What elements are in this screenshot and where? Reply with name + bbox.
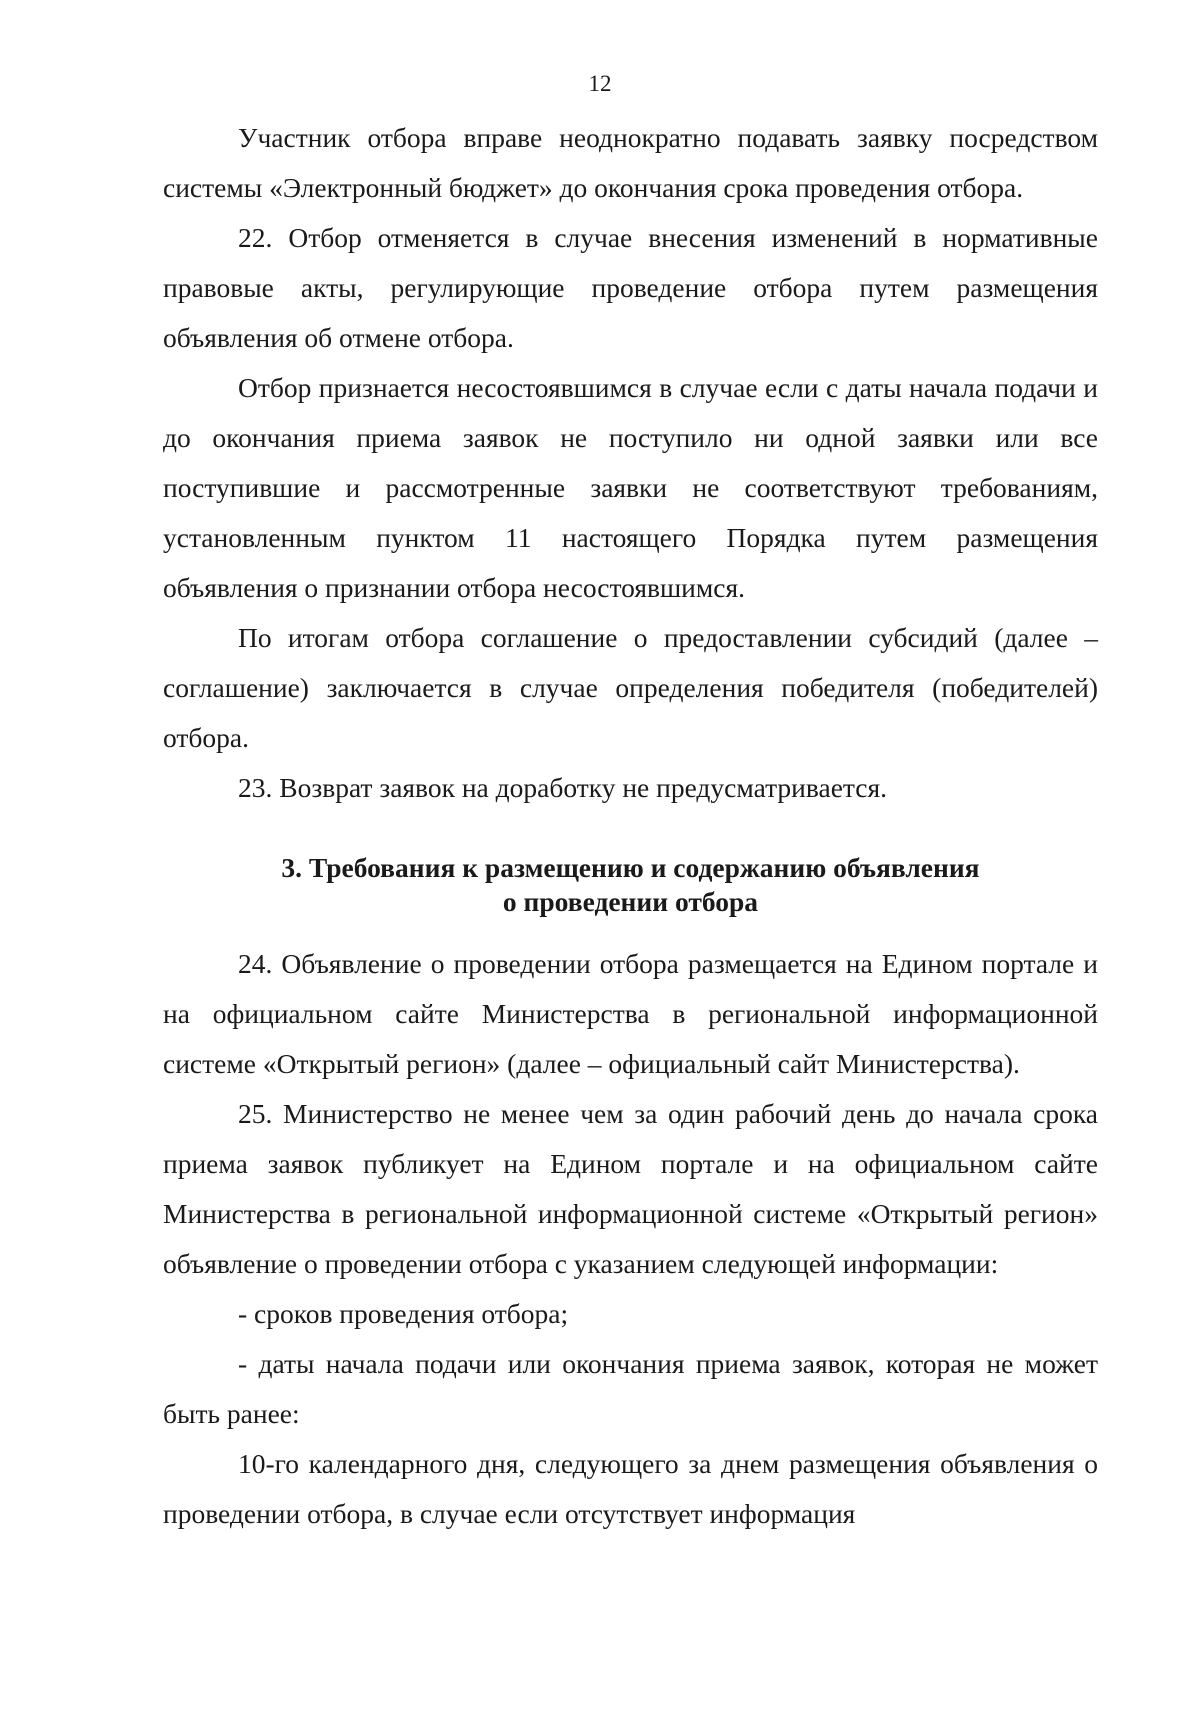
document-body [163,113,1098,1539]
list-item: - даты начала подачи или окончания приема заявок, которая не может быть ранее: [163,1348,1098,1429]
section-heading-line: 3. Требования к размещению и содержанию объявления [281,852,980,883]
paragraph: Отбор признается несостоявшимся в случае если с даты начала подачи и до окончания приема заявок не поступило ни одной заявки или все поступившие и рассмотренные заявки не соответствуют требованиям, установленным пунктом 11 настоящего Порядка путем размещения объявления о признании отбора несостоявшимся. [163,372,1098,603]
paragraph: 23. Возврат заявок на доработку не предусматривается. [238,772,888,803]
page-number: 12 [588,71,612,96]
section-heading [163,851,1098,919]
paragraph: 25. Министерство не менее чем за один рабочий день до начала срока приема заявок публикует на Едином портале и на официальном сайте Министерства в региональной информационной системе «Открытый регион» объявление о проведении отбора с указанием следующей информации: [163,1098,1098,1279]
paragraph: 22. Отбор отменяется в случае внесения изменений в нормативные правовые акты, регулирующие проведение отбора путем размещения объявления об отмене отбора. [163,222,1098,353]
paragraph: Участник отбора вправе неоднократно подавать заявку посредством системы «Электронный бюджет» до окончания срока проведения отбора. [163,122,1098,203]
paragraph: 10-го календарного дня, следующего за днем размещения объявления о проведении отбора, в случае если отсутствует информация [163,1448,1098,1529]
section-heading-line: о проведении отбора [502,886,759,917]
paragraph: 24. Объявление о проведении отбора размещается на Едином портале и на официальном сайте Министерства в региональной информационной системе «Открытый регион» (далее – официальный сайт Министерства). [163,948,1098,1079]
list-item: - сроков проведения отбора; [238,1298,569,1329]
paragraph: По итогам отбора соглашение о предоставлении субсидий (далее – соглашение) заключается в случае определения победителя (победителей) отбора. [163,622,1098,753]
